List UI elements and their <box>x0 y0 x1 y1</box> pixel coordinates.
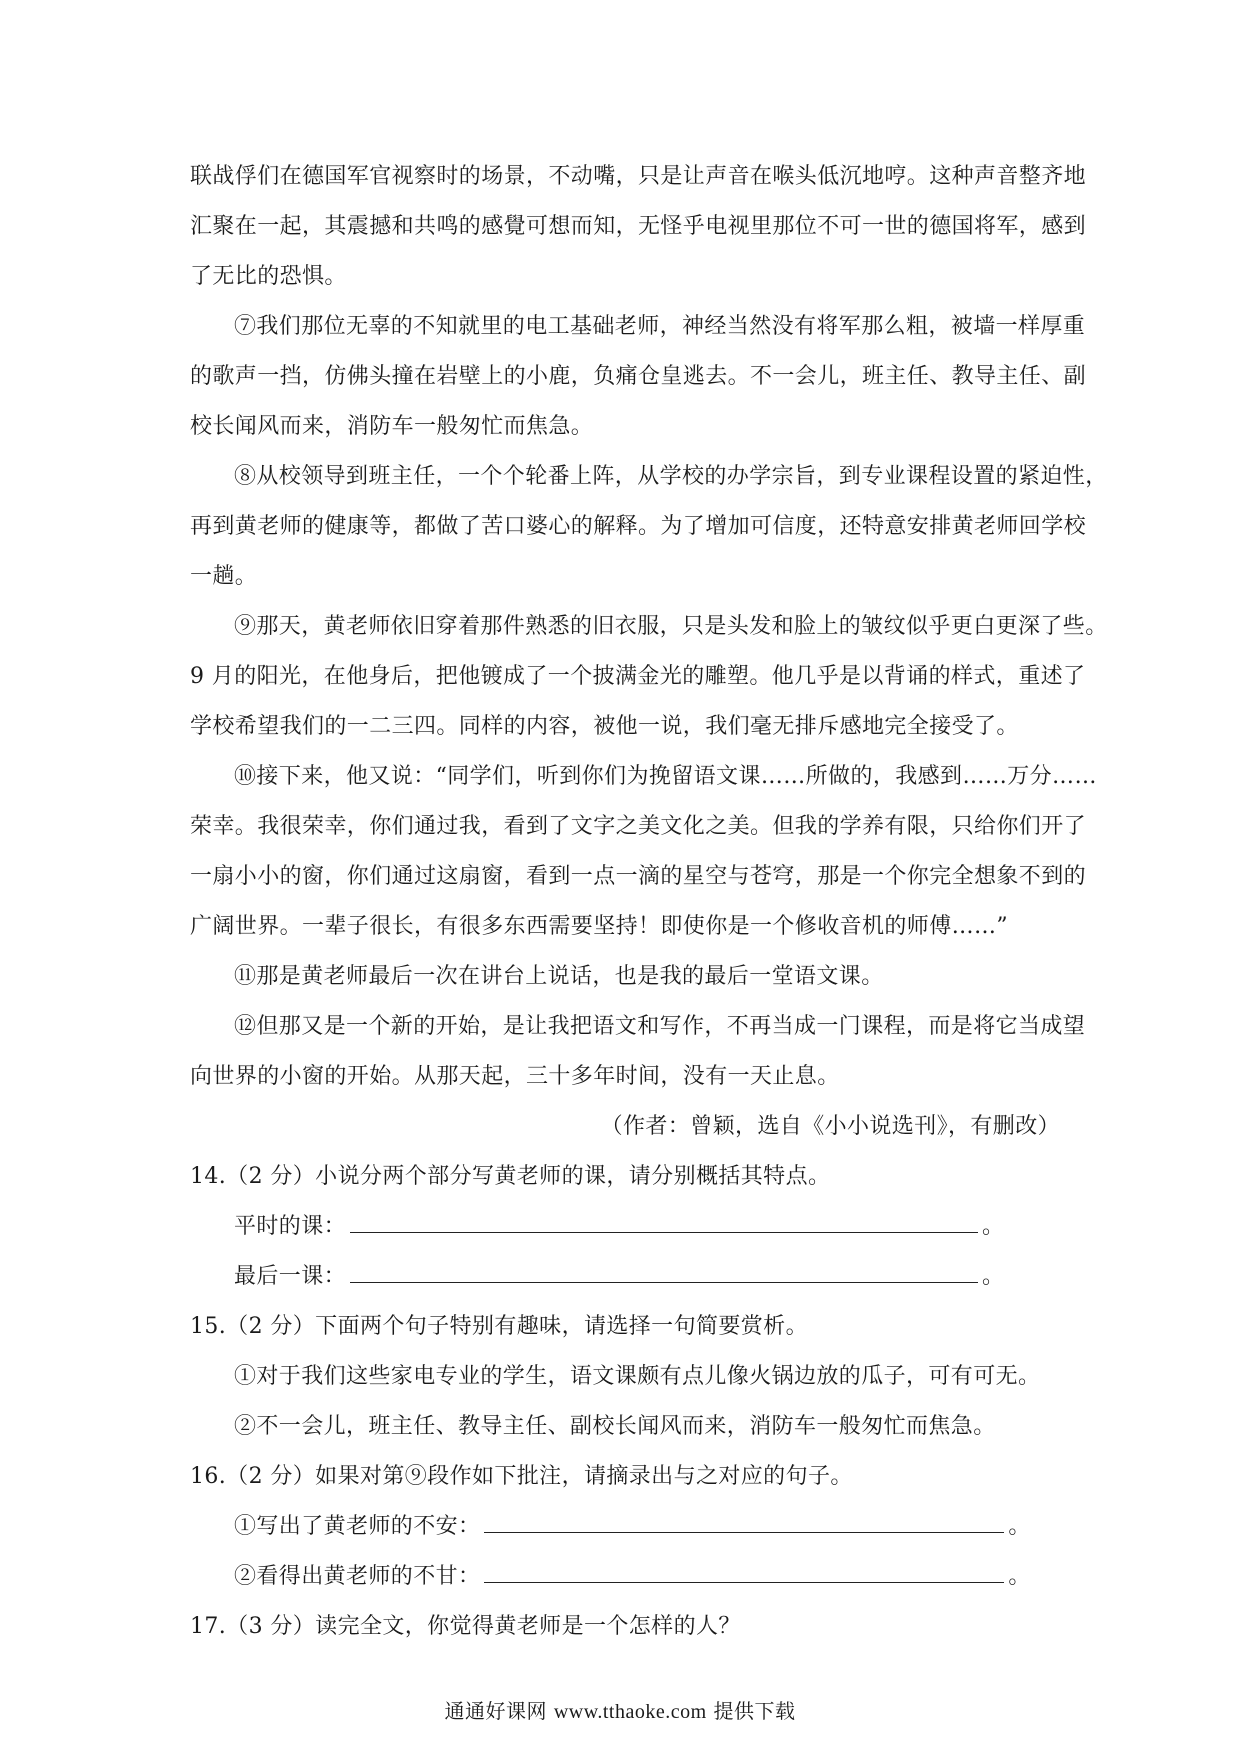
answer-label: ①写出了黄老师的不安： <box>234 1514 481 1539</box>
page-footer <box>0 1696 1240 1727</box>
passage-line: 联战俘们在德国军官视察时的场景，不动嘴，只是让声音在喉头低沉地哼。这种声音整齐地 <box>190 164 1087 189</box>
end-mark: 。 <box>1008 1564 1031 1589</box>
footer-suffix: 提供下载 <box>713 1699 796 1723</box>
passage-line: ⑧从校领导到班主任，一个个轮番上阵，从学校的办学宗旨，到专业课程设置的紧迫性， <box>234 464 1108 489</box>
question-14-answer-b <box>190 1252 1070 1302</box>
passage-line: 一趟。 <box>190 564 258 589</box>
passage-line: ⑫但那又是一个新的开始，是让我把语文和写作，不再当成一门课程，而是将它当成望 <box>234 1014 1086 1039</box>
question-15-sentence-2: ②不一会儿，班主任、教导主任、副校长闻风而来，消防车一般匆忙而焦急。 <box>234 1414 996 1439</box>
passage-line: 广阔世界。一辈子很长，有很多东西需要坚持！即使你是一个修收音机的师傅……” <box>190 914 1009 939</box>
answer-blank[interactable] <box>350 1214 978 1233</box>
passage-line: 了无比的恐惧。 <box>190 264 347 289</box>
question-17-stem: 17.（3 分）读完全文，你觉得黄老师是一个怎样的人？ <box>190 1614 741 1639</box>
answer-label: ②看得出黄老师的不甘： <box>234 1564 481 1589</box>
end-mark: 。 <box>1008 1514 1031 1539</box>
answer-blank[interactable] <box>484 1564 1004 1583</box>
passage-line: 学校希望我们的一二三四。同样的内容，被他一说，我们毫无排斥感地完全接受了。 <box>190 714 1019 739</box>
end-mark: 。 <box>982 1214 1005 1239</box>
question-15-stem: 15.（2 分）下面两个句子特别有趣味，请选择一句简要赏析。 <box>190 1314 808 1339</box>
passage-line: ⑦我们那位无辜的不知就里的电工基础老师，神经当然没有将军那么粗，被墙一样厚重 <box>234 314 1086 339</box>
answer-blank[interactable] <box>350 1264 978 1283</box>
passage-line: ⑨那天，黄老师依旧穿着那件熟悉的旧衣服，只是头发和脸上的皱纹似乎更白更深了些。 <box>234 614 1108 639</box>
source-attribution: （作者：曾颖，选自《小小说选刊》，有删改） <box>600 1114 1060 1139</box>
passage-line: 荣幸。我很荣幸，你们通过我，看到了文字之美文化之美。但我的学养有限，只给你们开了 <box>190 814 1087 839</box>
passage-line: 校长闻风而来，消防车一般匆忙而焦急。 <box>190 414 594 439</box>
passage-line: 9 月的阳光，在他身后，把他镀成了一个披满金光的雕塑。他几乎是以背诵的样式，重述了 <box>190 664 1086 689</box>
footer-site-name: 通通好课网 <box>444 1699 547 1723</box>
passage-line: 向世界的小窗的开始。从那天起，三十多年时间，没有一天止息。 <box>190 1064 840 1089</box>
answer-label: 平时的课： <box>234 1214 347 1239</box>
passage-line: ⑪那是黄老师最后一次在讲台上说话，也是我的最后一堂语文课。 <box>234 964 884 989</box>
passage-line: 汇聚在一起，其震撼和共鸣的感覺可想而知，无怪乎电视里那位不可一世的德国将军，感到 <box>190 214 1087 239</box>
answer-blank[interactable] <box>484 1514 1004 1533</box>
passage-line: 再到黄老师的健康等，都做了苦口婆心的解释。为了增加可信度，还特意安排黄老师回学校 <box>190 514 1087 539</box>
question-14-answer-a <box>190 1202 1070 1252</box>
question-14-stem: 14.（2 分）小说分两个部分写黄老师的课，请分别概括其特点。 <box>190 1164 831 1189</box>
question-16-stem: 16.（2 分）如果对第⑨段作如下批注，请摘录出与之对应的句子。 <box>190 1464 853 1489</box>
question-15-sentence-1: ①对于我们这些家电专业的学生，语文课颇有点儿像火锅边放的瓜子，可有可无。 <box>234 1364 1041 1389</box>
end-mark: 。 <box>982 1264 1005 1289</box>
passage-line: 的歌声一挡，仿佛头撞在岩壁上的小鹿，负痛仓皇逃去。不一会儿，班主任、教导主任、副 <box>190 364 1087 389</box>
footer-url[interactable]: www.tthaoke.com <box>553 1701 707 1723</box>
question-16-answer-a <box>190 1502 1070 1552</box>
passage-line: ⑩接下来，他又说：“同学们，听到你们为挽留语文课……所做的，我感到……万分…… <box>234 764 1097 789</box>
passage-line: 一扇小小的窗，你们通过这扇窗，看到一点一滴的星空与苍穹，那是一个你完全想象不到的 <box>190 864 1087 889</box>
question-16-answer-b <box>190 1552 1070 1602</box>
passage-and-questions <box>190 152 1108 1652</box>
answer-label: 最后一课： <box>234 1264 347 1289</box>
